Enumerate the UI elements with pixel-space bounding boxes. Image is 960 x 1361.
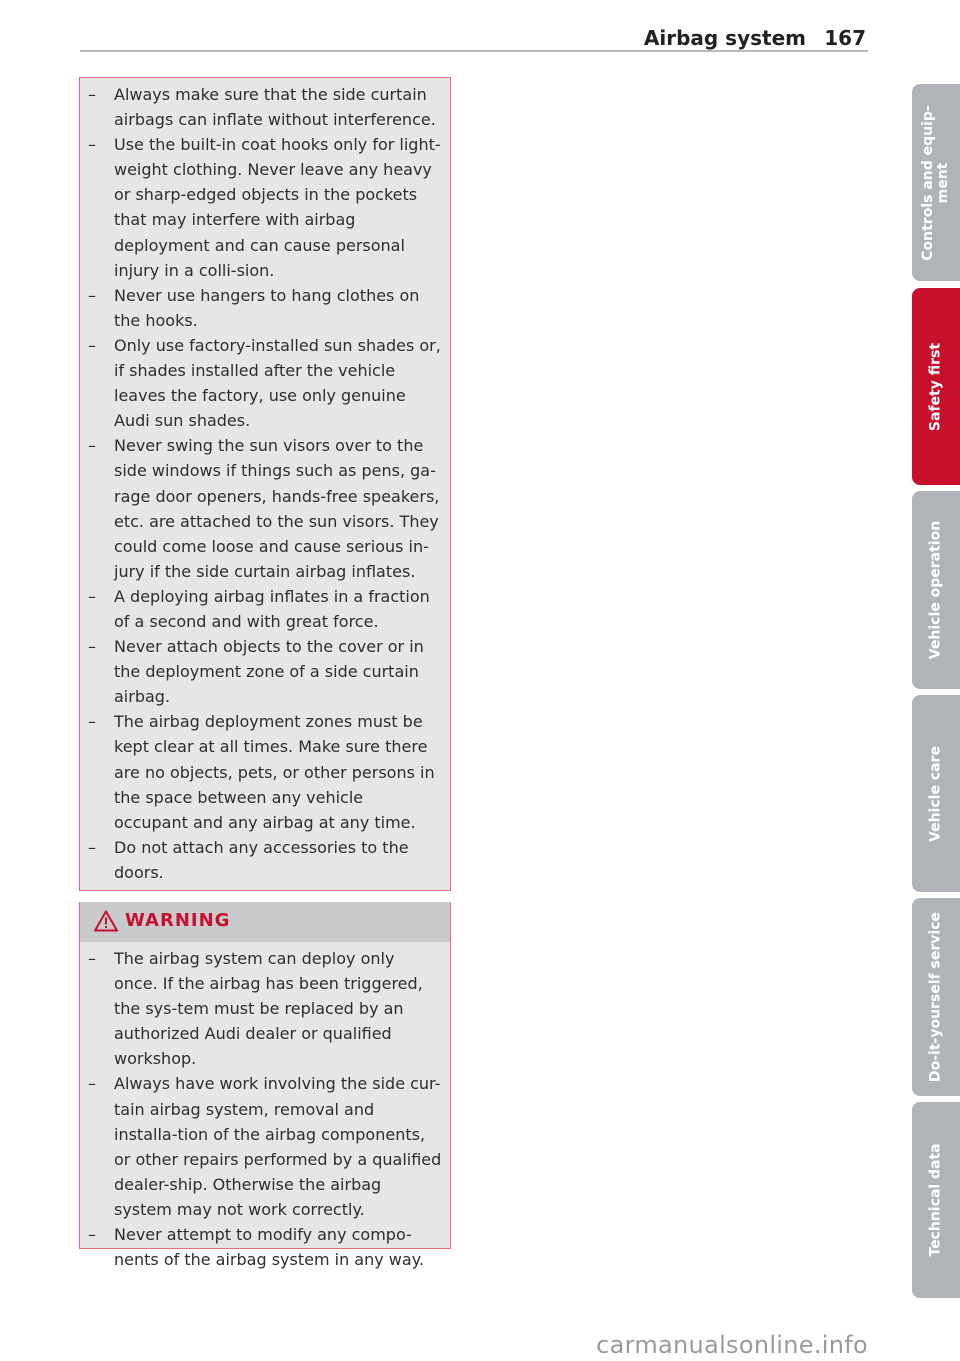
caution-list xyxy=(88,82,442,885)
list-item: – Always have work involving the side cur-tain airbag system, removal and installa-tion of the airbag components, or other repairs performed by a qualified dealer-ship. Otherwise the airbag system may not work correctly. xyxy=(88,1071,442,1222)
warning-header xyxy=(80,902,450,942)
section-title: Airbag system xyxy=(643,26,806,50)
watermark: carmanualsonline.info xyxy=(596,1331,868,1359)
list-item: – Never use hangers to hang clothes on the hooks. xyxy=(88,283,442,333)
tab-safety-first[interactable] xyxy=(912,288,960,485)
page-number: 167 xyxy=(824,26,866,50)
tab-label: Technical data xyxy=(927,1143,944,1257)
tab-label: Controls and equip-ment xyxy=(920,104,951,261)
tab-technical-data[interactable] xyxy=(912,1102,960,1298)
caution-box xyxy=(79,77,451,891)
tab-controls-and-equipment[interactable] xyxy=(912,84,960,281)
list-item: – The airbag deployment zones must be kept clear at all times. Make sure there are no objects, pets, or other persons in the space between any vehicle occupant and any airbag at any time. xyxy=(88,709,442,834)
list-item: – Use the built-in coat hooks only for light-weight clothing. Never leave any heavy or sharp-edged objects in the pockets that may interfere with airbag deployment and can cause personal injury in a colli-sion. xyxy=(88,132,442,283)
list-item: – Do not attach any accessories to the doors. xyxy=(88,835,442,885)
page-header xyxy=(80,18,868,52)
warning-list xyxy=(80,942,450,1272)
list-item: – Only use factory-installed sun shades or, if shades installed after the vehicle leaves the factory, use only genuine Audi sun shades. xyxy=(88,333,442,433)
list-item: – Never attach objects to the cover or in the deployment zone of a side curtain airbag. xyxy=(88,634,442,709)
tab-label: Safety first xyxy=(927,342,944,431)
tab-vehicle-operation[interactable] xyxy=(912,491,960,689)
tab-label: Do-it-yourself service xyxy=(927,911,944,1082)
tab-label: Vehicle care xyxy=(927,745,944,842)
list-item: – The airbag system can deploy only once. If the airbag has been triggered, the sys-tem must be replaced by an authorized Audi dealer or qualified workshop. xyxy=(88,946,442,1071)
list-item: – Always make sure that the side curtain airbags can inflate without interference. xyxy=(88,82,442,132)
list-item: – A deploying airbag inflates in a fraction of a second and with great force. xyxy=(88,584,442,634)
warning-label: WARNING xyxy=(125,910,231,931)
warning-triangle-icon xyxy=(94,910,118,932)
list-item: – Never swing the sun visors over to the side windows if things such as pens, ga-rage door openers, hands-free speakers, etc. are attached to the sun visors. They could come loose and cause serious in-jury if the side curtain airbag inflates. xyxy=(88,433,442,584)
tab-label: Vehicle operation xyxy=(927,520,944,660)
warning-box xyxy=(79,902,451,1270)
chapter-tabs xyxy=(912,0,960,1361)
tab-do-it-yourself-service[interactable] xyxy=(912,898,960,1096)
list-item: – Never attempt to modify any compo-nents of the airbag system in any way. xyxy=(88,1222,442,1272)
tab-vehicle-care[interactable] xyxy=(912,695,960,892)
